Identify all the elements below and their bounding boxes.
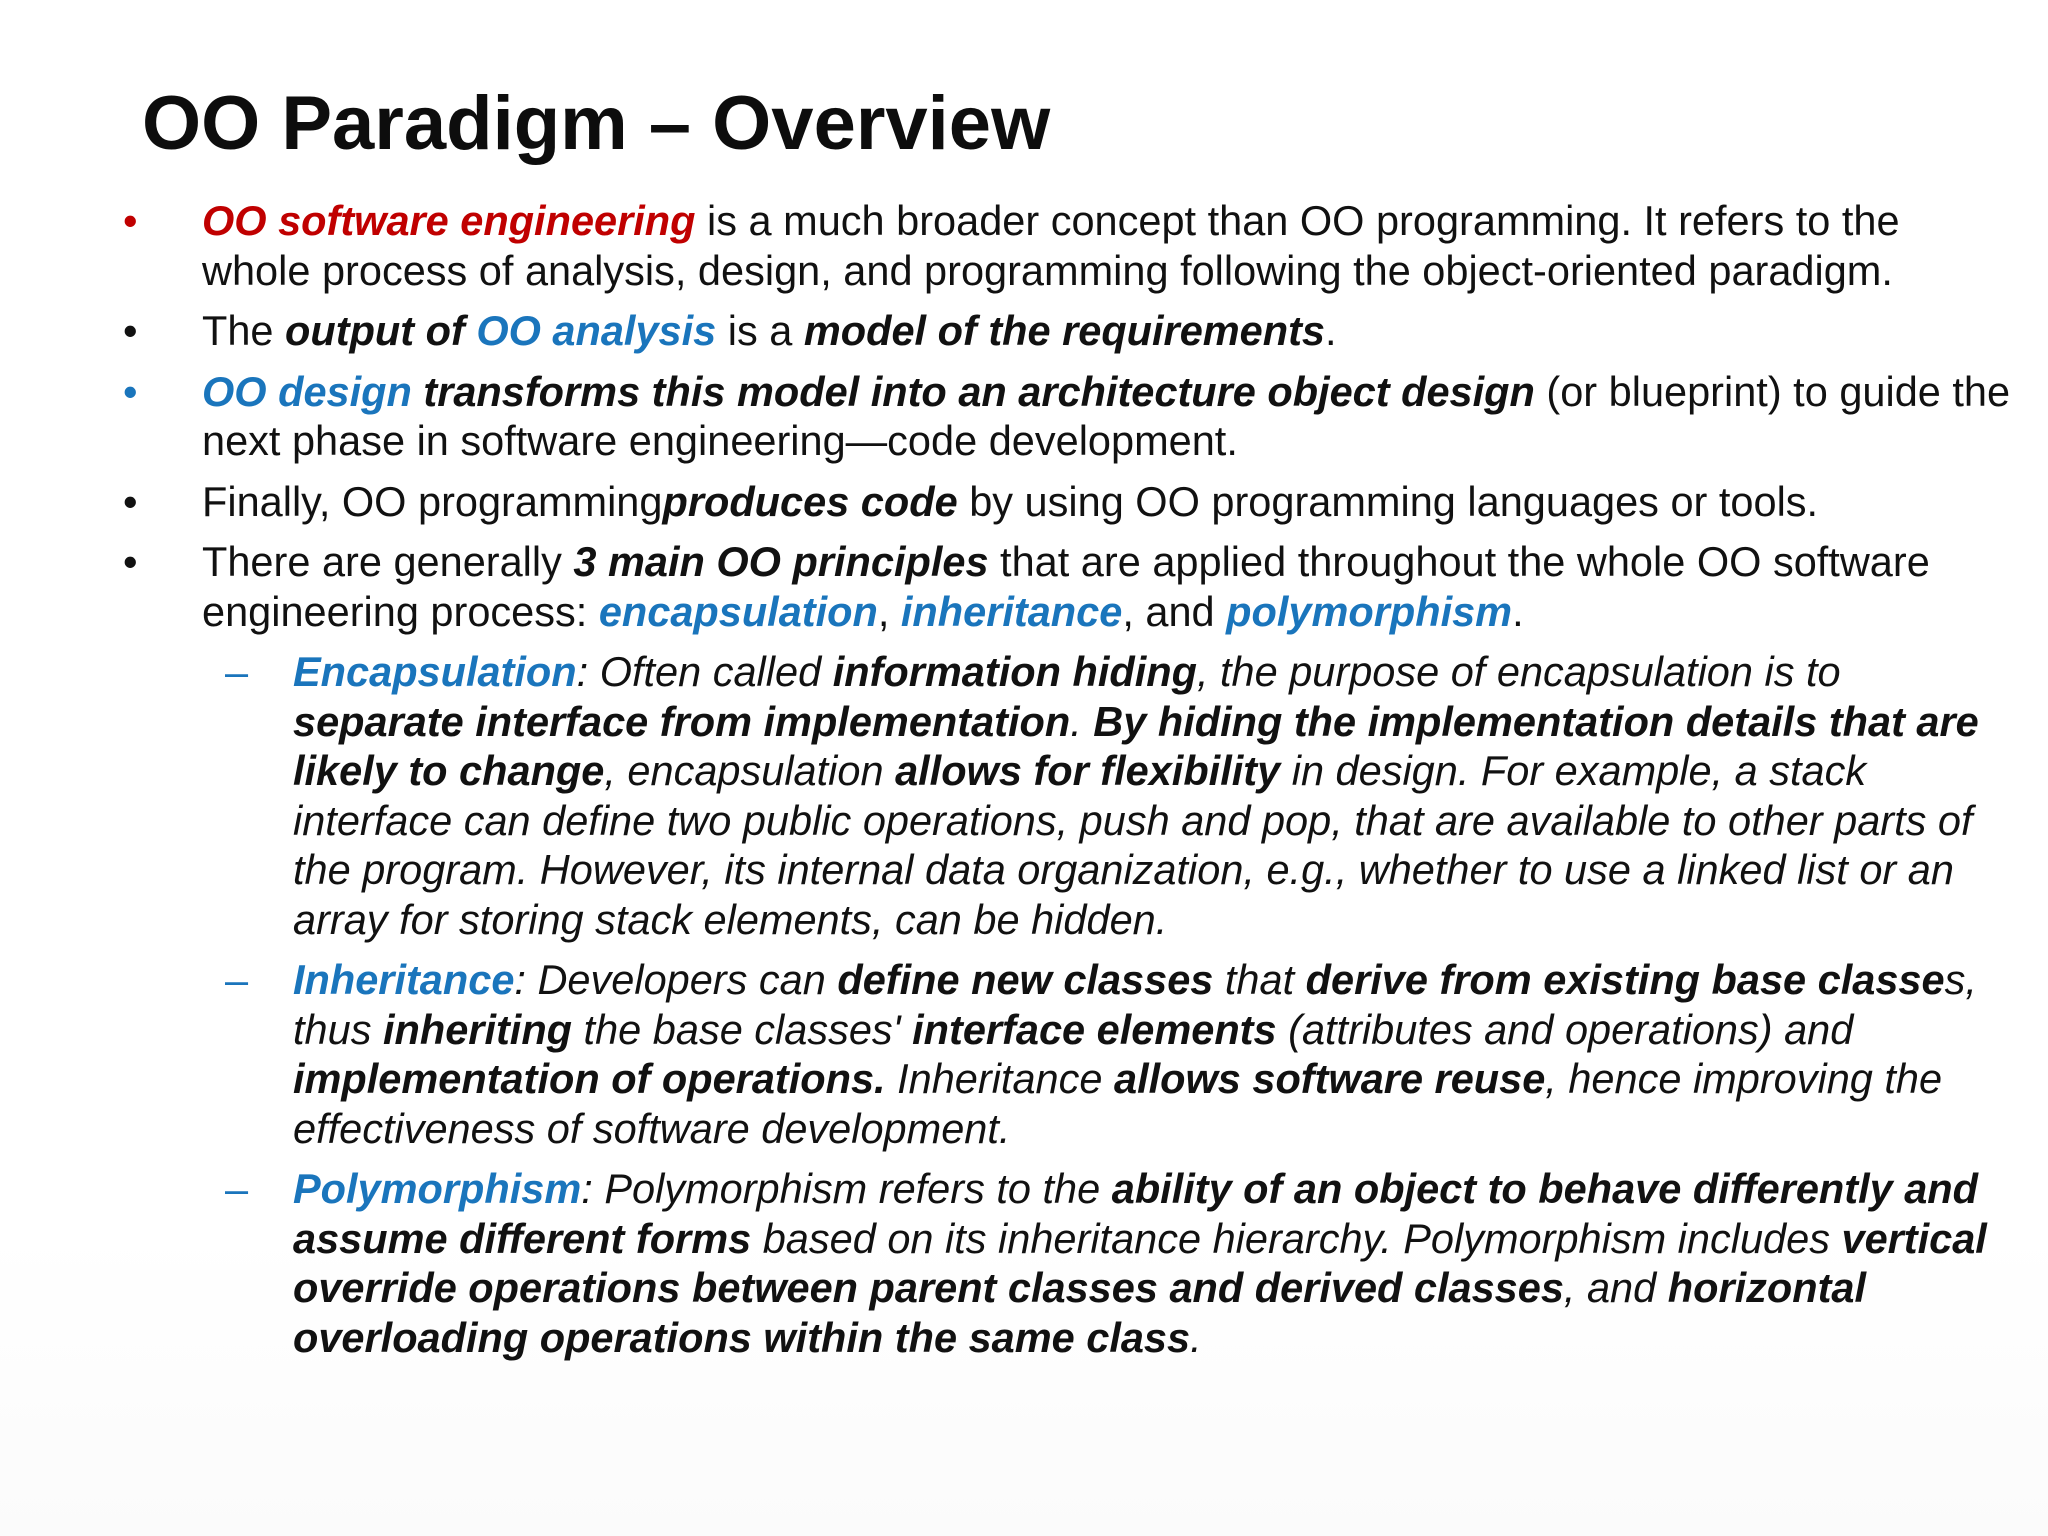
term-encapsulation: encapsulation bbox=[598, 587, 878, 635]
bullet-oo-analysis bbox=[0, 306, 2048, 356]
sub-bullet-inheritance bbox=[0, 955, 2048, 1153]
emphasis-text: output of bbox=[285, 307, 477, 354]
bullet-marker: • bbox=[123, 538, 138, 585]
term-oo-analysis: OO analysis bbox=[476, 307, 717, 354]
bullet-oo-software-engineering bbox=[0, 196, 2048, 295]
term-inheritance-heading: Inheritance bbox=[293, 956, 515, 1003]
bullet-text: . bbox=[1512, 587, 1524, 635]
emphasis-text: inheriting bbox=[382, 1005, 573, 1053]
sub-bullet-text: . bbox=[1190, 1313, 1202, 1361]
bullet-text: by using OO programming languages or tools. bbox=[957, 477, 1819, 525]
emphasis-text: horizontal overloading operations within the same class bbox=[293, 1264, 1867, 1361]
sub-bullet-text: . bbox=[1070, 697, 1094, 745]
bullet-oo-design bbox=[0, 367, 2048, 466]
emphasis-text: produces code bbox=[662, 477, 958, 525]
sub-bullet-encapsulation bbox=[0, 647, 2048, 944]
sub-bullet-text: : Polymorphism refers to the bbox=[581, 1165, 1112, 1212]
term-inheritance: inheritance bbox=[900, 587, 1123, 635]
bullet-oo-programming bbox=[0, 477, 2048, 527]
bullet-marker: • bbox=[123, 477, 138, 525]
sub-bullet-text: , hence improving the effectiveness of software development. bbox=[293, 1055, 1943, 1152]
bullet-text: . bbox=[1325, 307, 1337, 354]
emphasis-text: ability of an object to behave differently and assume different forms bbox=[293, 1165, 1979, 1262]
bullet-text: , and bbox=[1122, 587, 1227, 635]
term-polymorphism-heading: Polymorphism bbox=[293, 1165, 582, 1212]
bullet-marker: • bbox=[123, 367, 138, 415]
emphasis-text: transforms this model into an architecture object design bbox=[423, 367, 1535, 415]
emphasis-text: By hiding the implementation details that are likely to change bbox=[293, 697, 1979, 794]
principles-list bbox=[0, 647, 2048, 1362]
slide-title: OO Paradigm – Overview bbox=[142, 81, 1051, 166]
emphasis-text: vertical override operations between parent classes and derived classes bbox=[293, 1214, 1987, 1311]
emphasis-text: model of the requirements bbox=[803, 307, 1326, 354]
sub-bullet-text: , and bbox=[1563, 1264, 1668, 1311]
dash-marker: – bbox=[225, 1165, 249, 1212]
sub-bullet-text: (attributes and operations) and bbox=[1276, 1005, 1854, 1053]
emphasis-text: allows for flexibility bbox=[895, 747, 1281, 794]
bullet-text: is a much broader concept than OO programming. It refers to the whole process of analysis, design, and programming following the object-oriented paradigm. bbox=[202, 197, 1900, 294]
sub-bullet-text: the base classes' bbox=[572, 1005, 913, 1053]
sub-bullet-text: based on its inheritance hierarchy. Polymorphism includes bbox=[751, 1214, 1842, 1262]
dash-marker: – bbox=[225, 648, 249, 695]
bullet-text: , bbox=[877, 587, 901, 635]
bullet-text: The bbox=[202, 307, 286, 354]
bullet-marker: • bbox=[123, 307, 138, 354]
term-polymorphism: polymorphism bbox=[1226, 587, 1513, 635]
term-encapsulation-heading: Encapsulation bbox=[293, 648, 577, 695]
bullet-text: is a bbox=[716, 307, 804, 354]
bullet-text: Finally, OO programming bbox=[202, 477, 663, 525]
bullet-text: (or blueprint) to guide the next phase in software engineering—code development. bbox=[202, 367, 2011, 464]
sub-bullet-text: , the purpose of encapsulation is to bbox=[1196, 648, 1841, 695]
bullet-marker: • bbox=[123, 197, 138, 244]
bullet-text: There are generally bbox=[202, 538, 574, 585]
dash-marker: – bbox=[225, 956, 249, 1003]
emphasis-text: derive from existing base classe bbox=[1305, 956, 1945, 1003]
bullet-oo-principles bbox=[0, 537, 2048, 1362]
term-oo-software-engineering: OO software engineering bbox=[202, 197, 696, 244]
term-oo-design: OO design bbox=[202, 367, 412, 415]
emphasis-text: 3 main OO principles bbox=[573, 538, 989, 585]
bullet-text bbox=[412, 368, 424, 415]
bullet-text: that are applied throughout the whole OO software engineering process: bbox=[202, 538, 1930, 635]
sub-bullet-text: that bbox=[1213, 956, 1306, 1003]
emphasis-text: interface elements bbox=[912, 1005, 1277, 1053]
sub-bullet-text: in design. For example, a stack interface can define two public operations, push and pop, that are available to other parts of the program. However, its internal data organization, e.g., whether to use a linked list or an array for storing stack elements, can be hidden. bbox=[293, 747, 1973, 943]
sub-bullet-text: s, thus bbox=[293, 956, 1977, 1053]
sub-bullet-polymorphism bbox=[0, 1164, 2048, 1362]
emphasis-text: information hiding bbox=[832, 648, 1197, 695]
sub-bullet-text: Inheritance bbox=[885, 1055, 1114, 1102]
sub-bullet-text: : Often called bbox=[576, 648, 833, 695]
emphasis-text: define new classes bbox=[837, 956, 1214, 1003]
sub-bullet-text: : Developers can bbox=[514, 956, 838, 1003]
sub-bullet-text: , encapsulation bbox=[604, 747, 896, 794]
emphasis-text: implementation of operations. bbox=[293, 1055, 886, 1102]
emphasis-text: allows software reuse bbox=[1113, 1055, 1546, 1102]
bullet-list bbox=[0, 196, 2048, 1373]
emphasis-text: separate interface from implementation bbox=[293, 697, 1071, 745]
